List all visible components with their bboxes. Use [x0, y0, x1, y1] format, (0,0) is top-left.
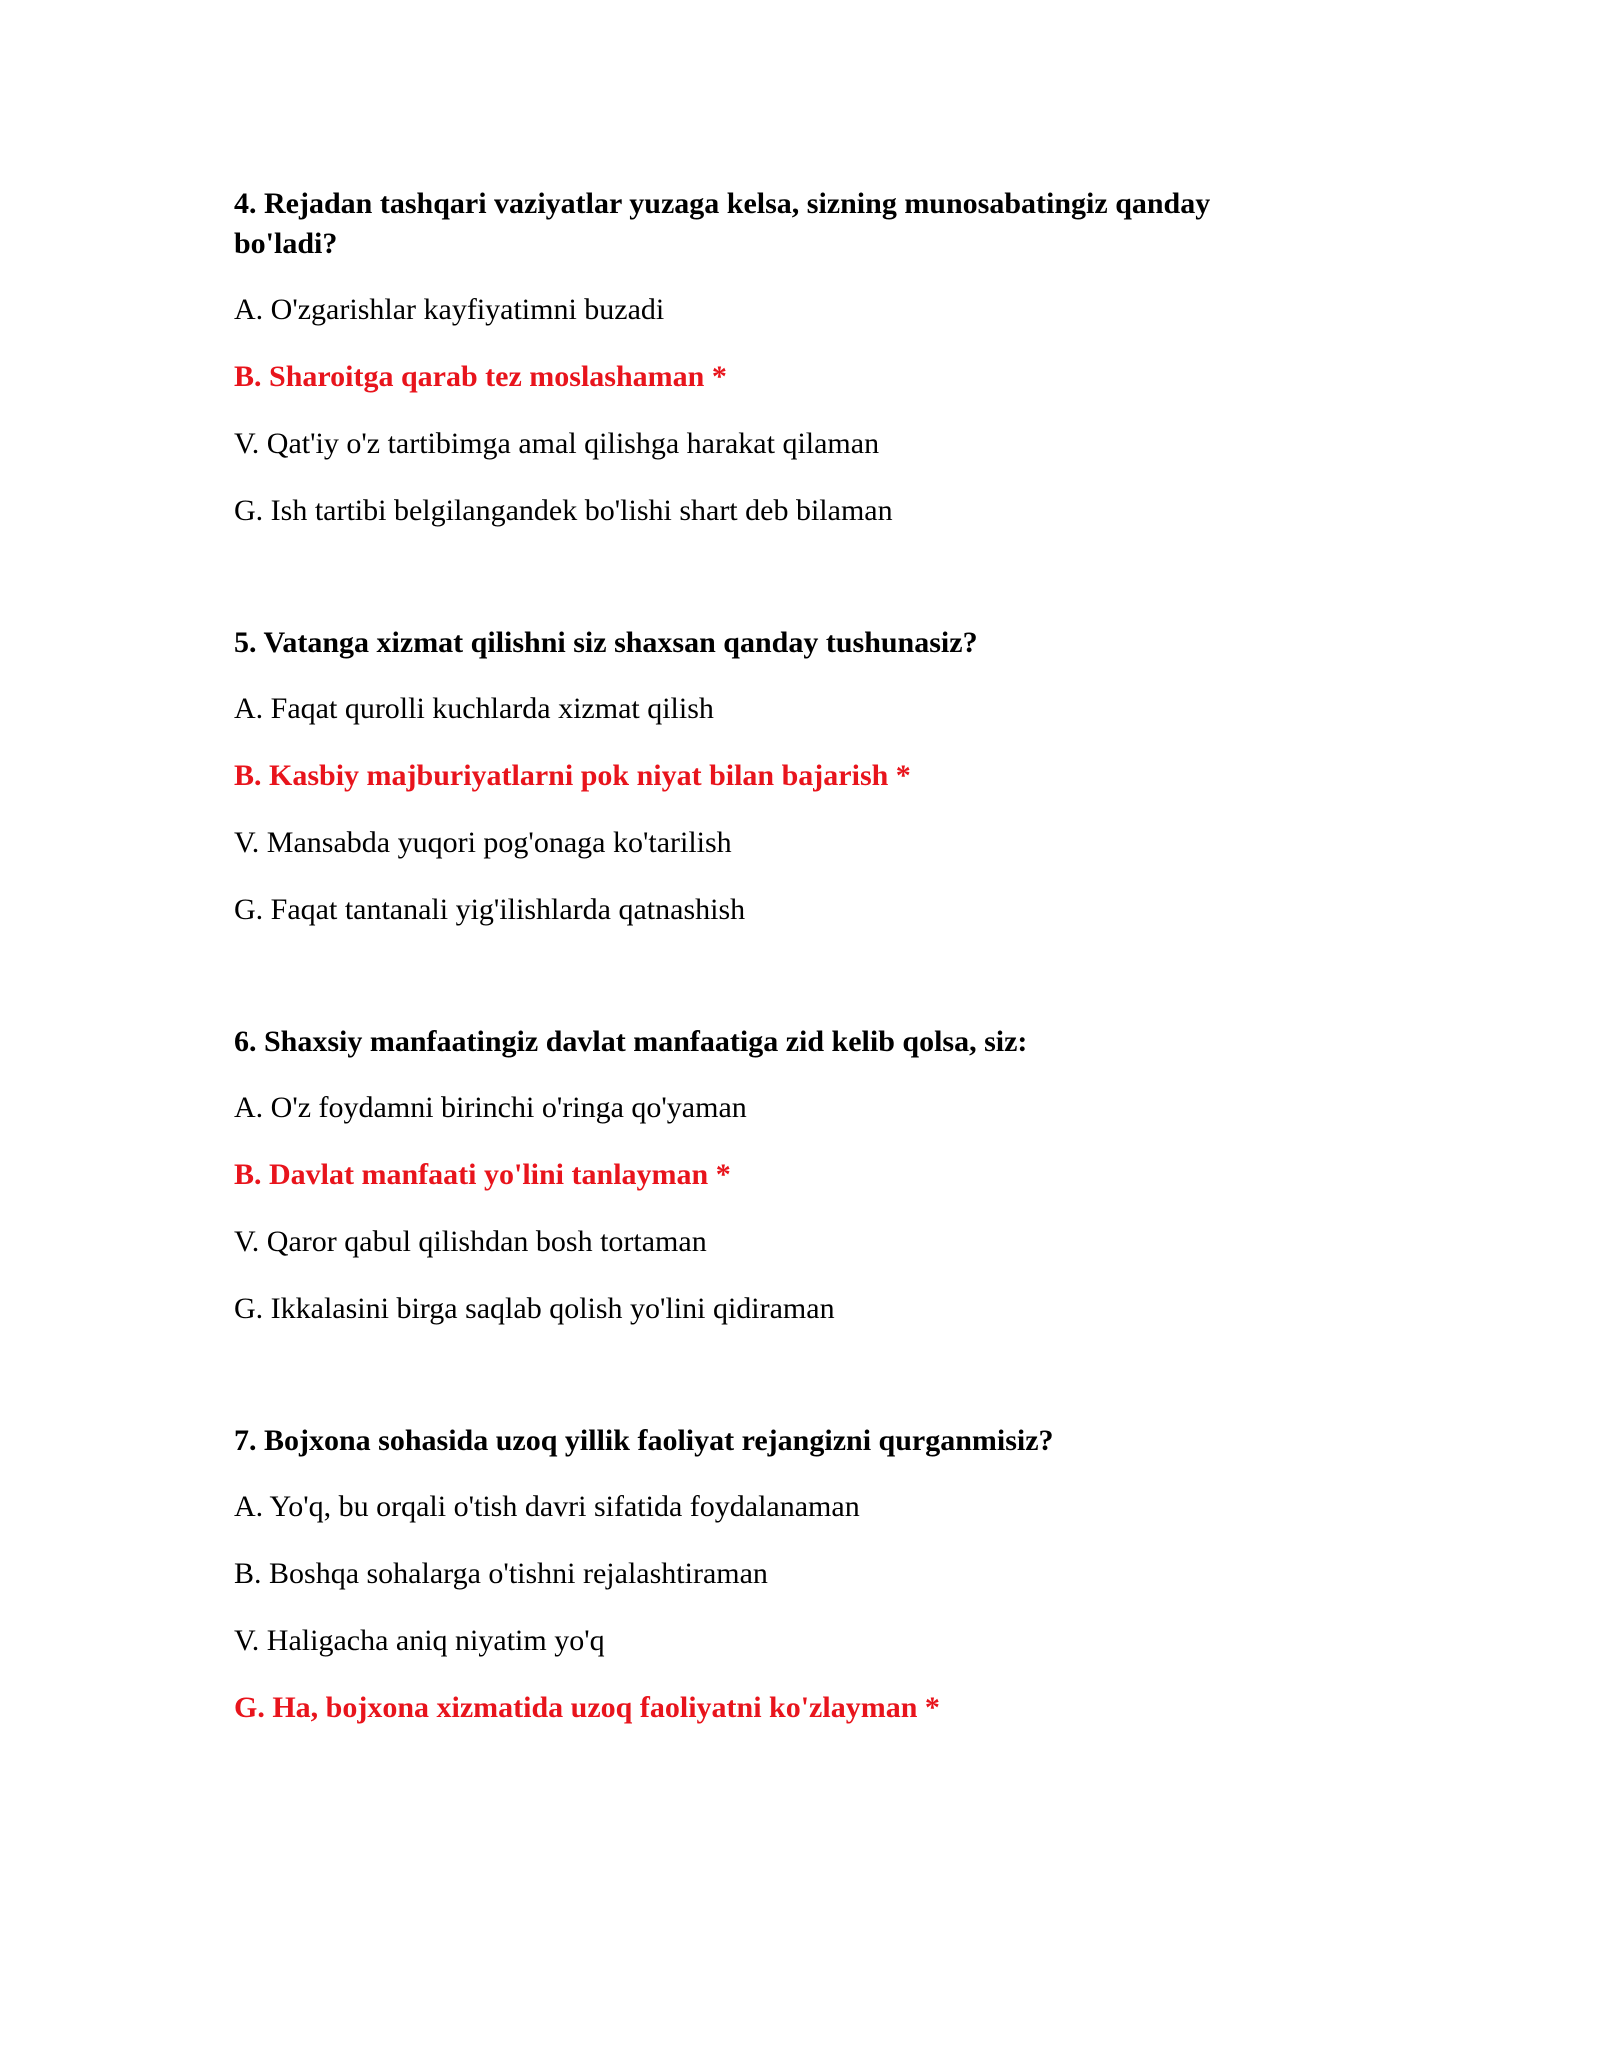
- question-title: 5. Vatanga xizmat qilishni siz shaxsan qanday tushunasiz?: [234, 626, 978, 659]
- option-b-correct: B. Kasbiy majburiyatlarni pok niyat bilan bajarish *: [234, 759, 911, 792]
- question-title: 6. Shaxsiy manfaatingiz davlat manfaatiga zid kelib qolsa, siz:: [234, 1025, 1028, 1058]
- option-v: V. Haligacha aniq niyatim yo'q: [234, 1624, 605, 1657]
- option-a: A. Yo'q, bu orqali o'tish davri sifatida foydalanaman: [234, 1490, 860, 1523]
- question-4: [234, 184, 1314, 531]
- question-5: [234, 623, 1314, 930]
- option-a: A. O'z foydamni birinchi o'ringa qo'yaman: [234, 1091, 747, 1124]
- question-6: [234, 1022, 1314, 1329]
- option-b-correct: B. Sharoitga qarab tez moslashaman *: [234, 360, 727, 393]
- question-7: [234, 1421, 1314, 1728]
- option-g: G. Ish tartibi belgilangandek bo'lishi shart deb bilaman: [234, 494, 893, 527]
- option-v: V. Qat'iy o'z tartibimga amal qilishga harakat qilaman: [234, 427, 880, 460]
- question-list: [234, 184, 1314, 1820]
- option-g-correct: G. Ha, bojxona xizmatida uzoq faoliyatni ko'zlayman *: [234, 1691, 940, 1724]
- option-a: A. O'zgarishlar kayfiyatimni buzadi: [234, 293, 665, 326]
- option-b-correct: B. Davlat manfaati yo'lini tanlayman *: [234, 1158, 731, 1191]
- question-title: 4. Rejadan tashqari vaziyatlar yuzaga kelsa, sizning munosabatingiz qanday bo'ladi?: [234, 187, 1211, 260]
- option-a: A. Faqat qurolli kuchlarda xizmat qilish: [234, 692, 714, 725]
- question-title: 7. Bojxona sohasida uzoq yillik faoliyat rejangizni qurganmisiz?: [234, 1424, 1054, 1457]
- option-b: B. Boshqa sohalarga o'tishni rejalashtiraman: [234, 1557, 768, 1590]
- option-g: G. Ikkalasini birga saqlab qolish yo'lini qidiraman: [234, 1292, 835, 1325]
- option-g: G. Faqat tantanali yig'ilishlarda qatnashish: [234, 893, 746, 926]
- option-v: V. Qaror qabul qilishdan bosh tortaman: [234, 1225, 707, 1258]
- option-v: V. Mansabda yuqori pog'onaga ko'tarilish: [234, 826, 732, 859]
